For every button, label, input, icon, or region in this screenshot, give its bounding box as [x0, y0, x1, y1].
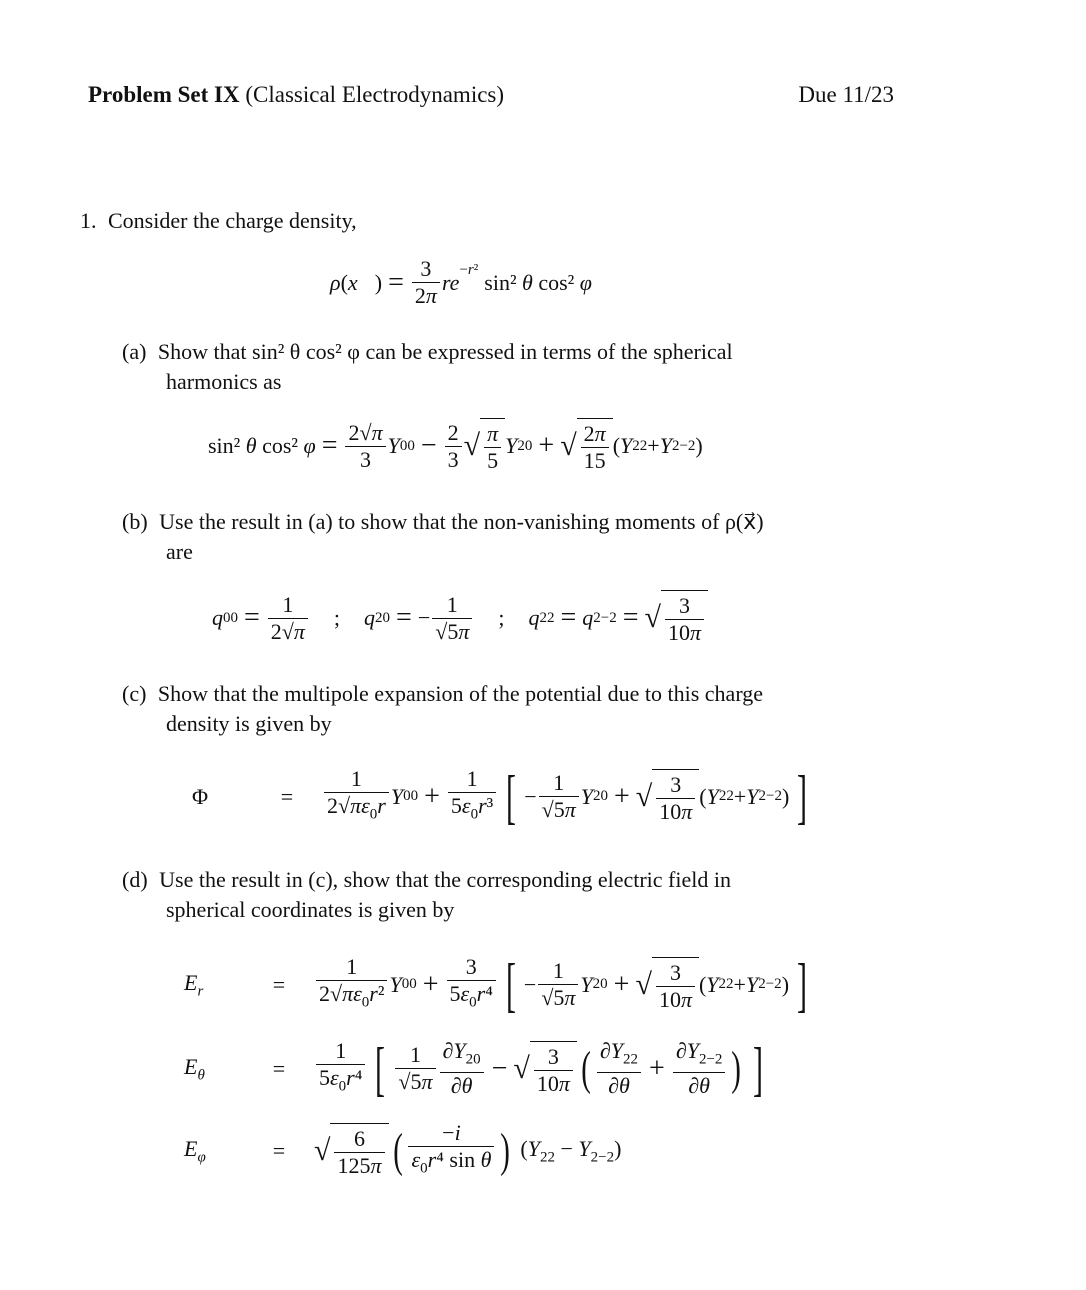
part-d-text-line2: spherical coordinates is given by	[166, 897, 455, 922]
equation-field-ephi: $E_\varphi$ = √ $\frac{6}{125\pi}$ ( $\frac{-i}{\varepsilon_0r^4 \sin \theta}$ ) $(Y_{22} - Y_{2-2})$	[184, 1120, 622, 1178]
part-c-text-line2: density is given by	[166, 711, 332, 736]
part-d-line1: Use the result in (c), show that the corresponding electric field in	[159, 867, 731, 892]
equation-field-etheta: $E_\theta$ = $\frac{1}{5\varepsilon_0r^4}$ [ $\frac{1}{√5\pi}$ $\frac{\partial Y_{20}}{\partial\theta}$ − √ $\frac{3}{10\pi}$ ( $\frac{\partial Y_{22}}{\partial\theta}$ + $\frac{\partial Y_{2-2}}{\partial\theta}$ ) ]	[184, 1035, 764, 1102]
part-b-text-line2: are	[166, 539, 193, 564]
due-date: Due 11/23	[798, 82, 894, 107]
page-header	[88, 82, 894, 108]
equation-field-er: $E_r$ = $\frac{1}{2√\pi\varepsilon_0r^2}$ Y 00 + $\frac{3}{5\varepsilon_0r^4}$ [ − $\frac{1}{√5\pi}$ Y 20 + √ $\frac{3}{10\pi}$ ( Y 22 + Y 2−2 ) ]	[184, 951, 808, 1018]
problem-intro-text: Consider the charge density,	[108, 208, 357, 233]
part-c-line1: Show that the multipole expansion of the potential due to this charge	[157, 681, 764, 706]
equation-spherical-harmonics: sin² θ cos² φ = $\frac{2√\pi}{3}$ Y 00 − $\frac{2}{3}$ √ $\frac{\pi}{5}$ Y 20 + √ $\frac{2\pi}{15}$ ( Y 22 + Y 2−2 )	[208, 419, 703, 473]
part-a-line1: Show that sin² θ cos² φ can be expressed in terms of the spherical	[157, 339, 733, 364]
part-a-label: (a)	[122, 339, 147, 364]
equation-potential: Φ = $\frac{1}{2√\pi\varepsilon_0r}$ Y 00 + $\frac{1}{5\varepsilon_0r^3}$ [ − $\frac{1}{√5\pi}$ Y 20 + √ $\frac{3}{10\pi}$ ( Y 22 + Y 2−2 ) ]	[192, 763, 808, 830]
problem-number: 1.	[80, 208, 97, 233]
problem-1-intro	[80, 206, 357, 236]
part-c-label: (c)	[122, 681, 147, 706]
part-b-label: (b)	[122, 509, 148, 534]
equation-moments: q 00 = $\frac{1}{2√\pi}$ ; q 20 = − $\frac{1}{√5\pi}$ ; q 22 = q 2−2 = √ $\frac{3}{10\pi}$	[212, 590, 708, 646]
part-d-label: (d)	[122, 867, 148, 892]
part-a-text-line2: harmonics as	[166, 369, 282, 394]
equation-charge-density: ρ ( x⃗ ) = $\frac{3}{2\pi}$ re $^{-r ^2}$ sin² θ cos² φ	[330, 256, 592, 308]
course-subtitle: (Classical Electrodynamics)	[245, 82, 505, 107]
part-c-text	[122, 679, 763, 709]
part-d-text	[122, 865, 731, 895]
part-b-line1: Use the result in (a) to show that the non-vanishing moments of ρ(x⃗)	[159, 509, 764, 534]
part-a-text	[122, 337, 733, 367]
part-b-text	[122, 507, 764, 537]
problem-set-title: Problem Set IX	[88, 82, 240, 107]
